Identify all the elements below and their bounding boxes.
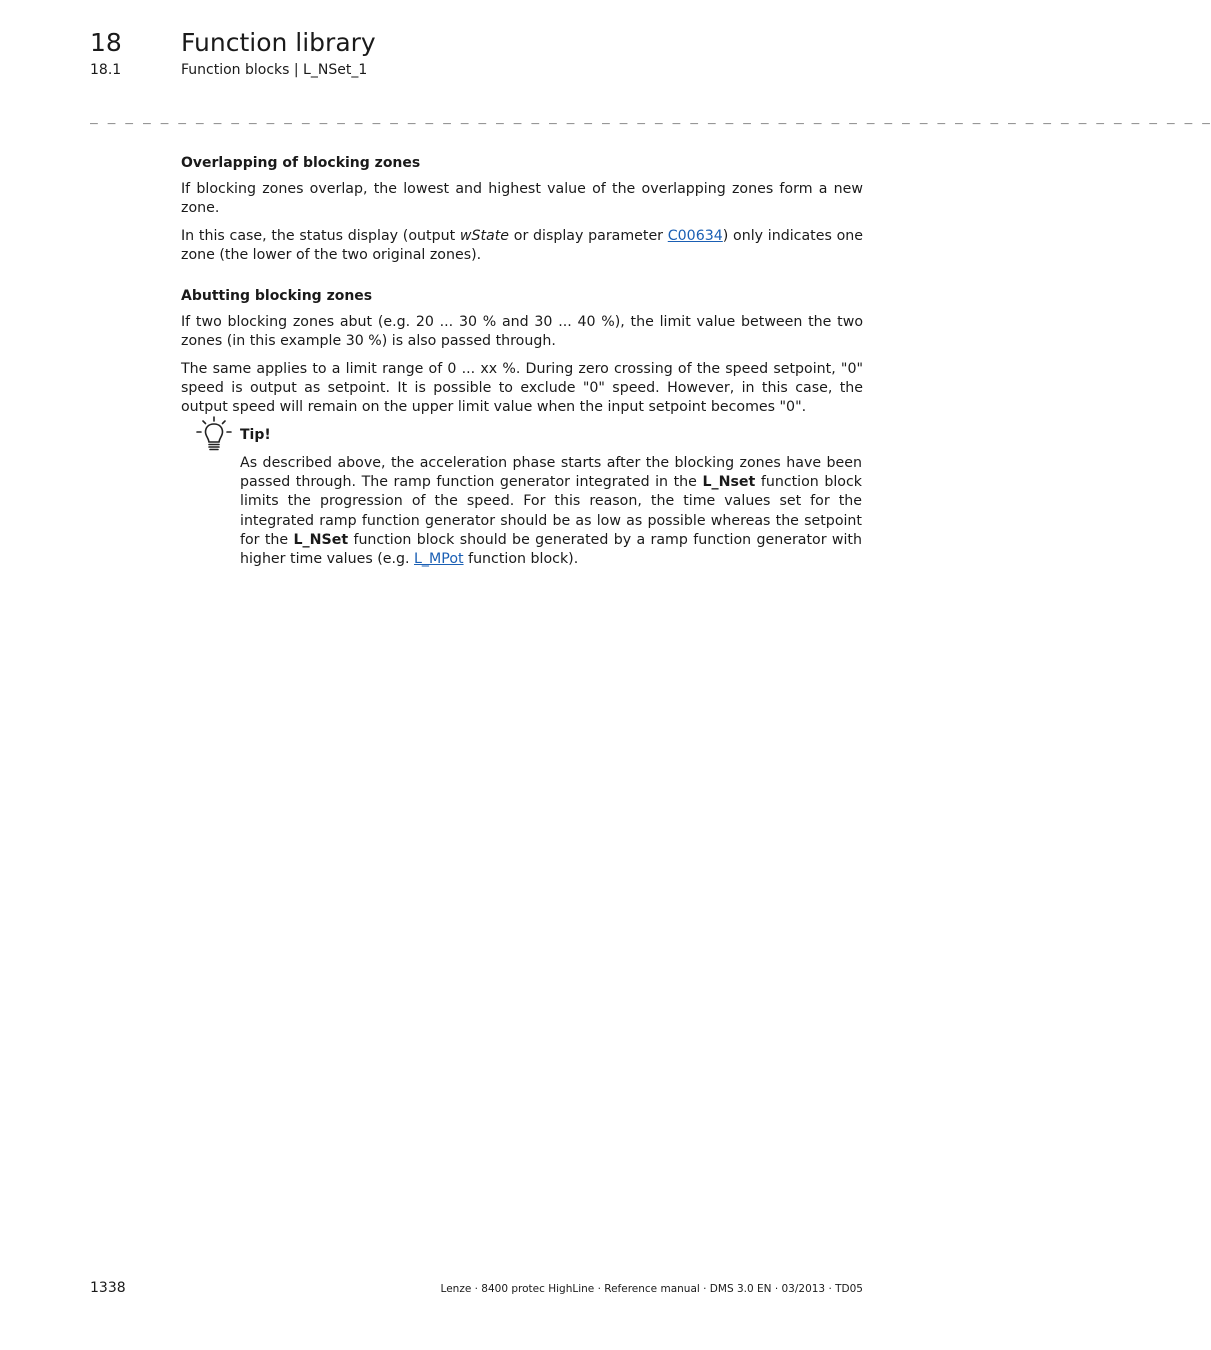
- text-run: function block).: [463, 551, 579, 568]
- wstate-term: wState: [459, 227, 510, 244]
- text-run: or display parameter: [509, 227, 668, 244]
- overlap-paragraph-2: [181, 227, 863, 265]
- text-run: ) only indicates one zone (the lower of the two original zones).: [181, 227, 863, 263]
- header-divider: _ _ _ _ _ _ _ _ _ _ _ _ _ _ _ _ _ _ _ _ _ _ _ _ _ _ _ _ _ _ _ _ _ _ _ _ _ _ _ _ _ _ _ _ _ _ _ _ _ _ _ _ _ _ _ _ _ _ _ _ _ _ _ _: [90, 110, 1211, 125]
- overlap-heading: Overlapping of blocking zones: [181, 155, 421, 171]
- main-content: [181, 154, 863, 425]
- tip-label: Tip!: [240, 427, 271, 443]
- section-number: 18.1: [90, 62, 122, 78]
- chapter-number: 18: [90, 28, 122, 57]
- section-title: Function blocks | L_NSet_1: [181, 62, 368, 78]
- chapter-title: Function library: [181, 28, 376, 57]
- text-run: As described above, the acceleration phase starts after the blocking zones have been passed through. The ramp function generator integrated in the: [240, 455, 862, 491]
- tip-text: [240, 454, 862, 569]
- page-number: 1338: [90, 1280, 126, 1296]
- l-nset-term: L_NSet: [293, 531, 349, 548]
- abut-paragraph-2: The same applies to a limit range of 0 ... xx %. During zero crossing of the speed setpoint, "0" speed is output as setpoint. It is possible to exclude "0" speed. However, in this case, the output speed will remain on the upper limit value when the input setpoint becomes "0".: [181, 360, 863, 416]
- l-nset-term: L_Nset: [702, 474, 756, 491]
- c00634-link[interactable]: C00634: [667, 227, 723, 244]
- text-run: In this case, the status display (output: [181, 227, 460, 244]
- lightbulb-icon: [195, 415, 233, 453]
- l-mpot-link[interactable]: L_MPot: [414, 551, 464, 568]
- text-run: function block limits the progression of the speed. For this reason, the time values set for the integrated ramp function generator should be as low as possible whereas the setpoint for the: [240, 474, 862, 548]
- abut-paragraph-1: If two blocking zones abut (e.g. 20 ... 30 % and 30 ... 40 %), the limit value between the two zones (in this example 30 %) is also passed through.: [181, 314, 863, 350]
- text-run: function block should be generated by a ramp function generator with higher time values (e.g.: [240, 531, 862, 568]
- footer-doc-info: Lenze · 8400 protec HighLine · Reference manual · DMS 3.0 EN · 03/2013 · TD05: [440, 1283, 863, 1295]
- overlap-paragraph-1: If blocking zones overlap, the lowest and highest value of the overlapping zones form a new zone.: [181, 181, 863, 217]
- abut-heading: Abutting blocking zones: [181, 288, 373, 305]
